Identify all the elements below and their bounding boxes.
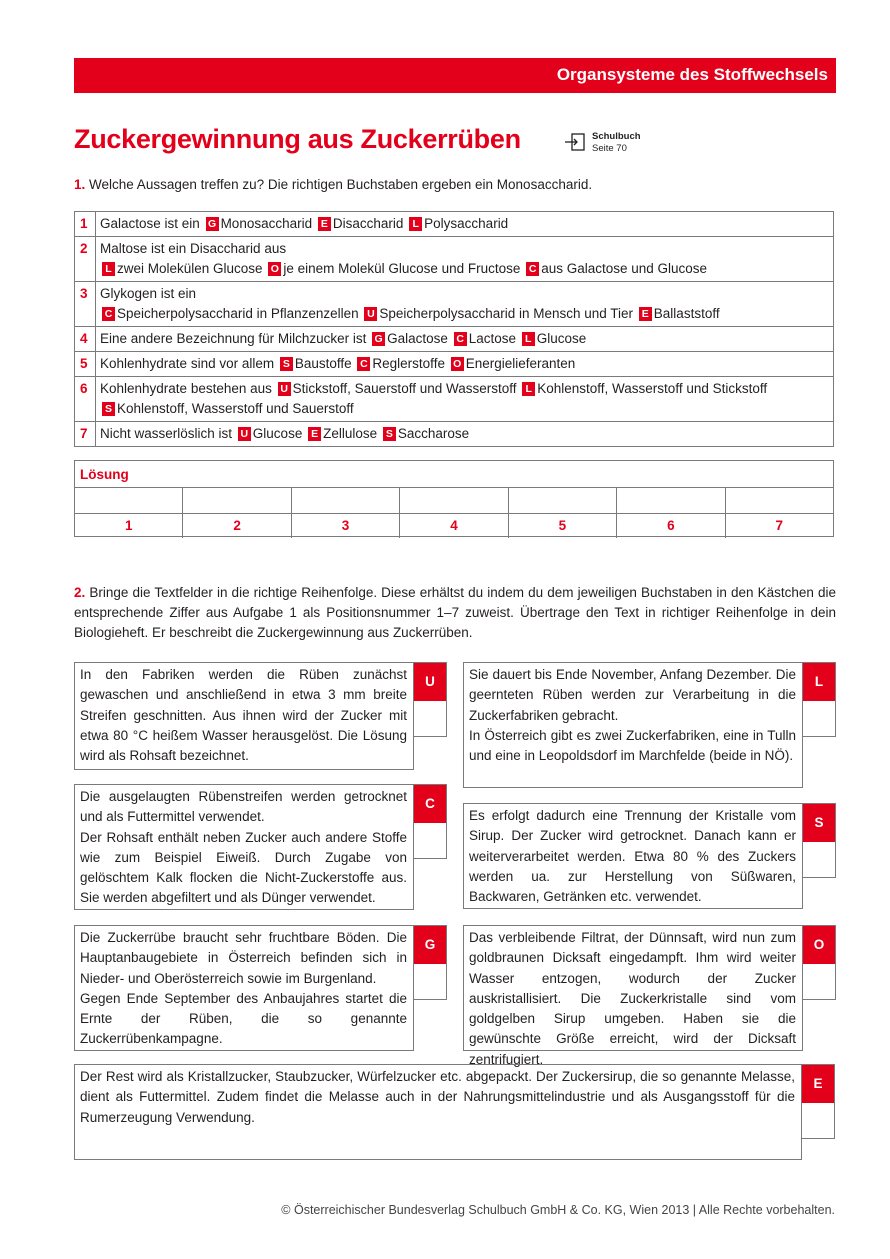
letter-e-label: E: [802, 1065, 834, 1103]
solution-divider: [617, 513, 724, 514]
statement-number: 7: [75, 422, 96, 447]
answer-letter-badge: L: [102, 262, 115, 276]
option-text: Kohlenhydrate sind vor allem: [100, 356, 278, 371]
answer-letter-badge: L: [522, 382, 535, 396]
solution-divider: [400, 513, 507, 514]
option-text: Zellulose: [323, 426, 381, 441]
solution-cell[interactable]: [509, 488, 617, 538]
option-text: Ballaststoff: [653, 306, 720, 321]
text-box-u-content: In den Fabriken werden die Rüben zunächst gewaschen und anschließend in etwa 3 mm breite Streifen geschnitten. Aus ihnen wird der Zucker mit etwa 80 °C heißem Wasser herausgelöst. Die Lösung wird als Rohsaft bezeichnet.: [80, 667, 407, 764]
statement-text: [96, 327, 834, 352]
answer-letter-badge: L: [522, 332, 535, 346]
option-text: Galactose ist ein: [100, 216, 204, 231]
text-box-o: [463, 925, 803, 1067]
statement-text: [96, 237, 834, 282]
option-text: Disaccharid: [332, 216, 408, 231]
statement-line: [100, 214, 829, 234]
text-box-l: [463, 662, 803, 788]
solution-divider: [726, 513, 833, 514]
statement-row: [75, 352, 834, 377]
statement-line: [100, 379, 829, 399]
option-text: Speicherpolysaccharid in Pflanzenzellen: [117, 306, 363, 321]
text-box-c: [74, 784, 414, 910]
task-1-text: Welche Aussagen treffen zu? Die richtigen Buchstaben ergeben ein Monosaccharid.: [89, 177, 593, 192]
solution-cell[interactable]: [400, 488, 508, 538]
option-text: Nicht wasserlöslich ist: [100, 426, 236, 441]
statement-line: [100, 329, 829, 349]
letter-tag-g: [413, 925, 447, 1000]
statement-text: [96, 212, 834, 237]
answer-letter-badge: S: [102, 402, 115, 416]
answer-letter-badge: C: [357, 357, 370, 371]
text-box-u: [74, 662, 414, 770]
option-text: Lactose: [468, 331, 520, 346]
task-1-instruction: [74, 175, 592, 195]
letter-c-label: C: [414, 785, 446, 823]
letter-s-label: S: [803, 804, 835, 842]
answer-letter-badge: U: [364, 307, 377, 321]
option-text: Glucose: [252, 426, 307, 441]
option-text: Galactose: [387, 331, 452, 346]
text-box-g-content: Die Zuckerrübe braucht sehr fruchtbare Böden. Die Hauptanbaugebiete in Österreich befinden sich in Nieder- und Oberösterreich sowie im Burgenland. Gegen Ende September des Anbaujahres startet die Ernte der Rüben, die so genannte Zuckerrübenkampagne.: [80, 930, 407, 1047]
solution-position-number: 2: [233, 518, 241, 533]
option-text: Glykogen ist ein: [100, 286, 197, 301]
text-box-e: [74, 1064, 802, 1160]
letter-g-answer-box[interactable]: [414, 964, 446, 999]
statement-line: [100, 284, 829, 304]
letter-tag-s: [802, 803, 836, 878]
solution-grid: [74, 460, 834, 537]
option-text: Kohlenstoff, Wasserstoff und Stickstoff: [537, 381, 768, 396]
letter-tag-e: [801, 1064, 835, 1139]
statement-number: 5: [75, 352, 96, 377]
answer-letter-badge: G: [372, 332, 385, 346]
schoolbook-label: Schulbuch: [592, 131, 641, 142]
answer-letter-badge: E: [639, 307, 652, 321]
letter-u-label: U: [414, 663, 446, 701]
option-text: Kohlenhydrate bestehen aus: [100, 381, 276, 396]
answer-letter-badge: U: [278, 382, 291, 396]
solution-divider: [509, 513, 616, 514]
book-link-icon: [564, 132, 588, 152]
statement-number: 2: [75, 237, 96, 282]
answer-letter-badge: O: [268, 262, 281, 276]
text-box-s: [463, 803, 803, 909]
option-text: Stickstoff, Sauerstoff und Wasserstoff: [292, 381, 521, 396]
statement-row: [75, 422, 834, 447]
letter-u-answer-box[interactable]: [414, 701, 446, 736]
option-text: Kohlenstoff, Wasserstoff und Sauerstoff: [117, 401, 354, 416]
letter-l-answer-box[interactable]: [803, 701, 835, 736]
answer-letter-badge: C: [454, 332, 467, 346]
answer-letter-badge: C: [526, 262, 539, 276]
answer-letter-badge: C: [102, 307, 115, 321]
statement-text: [96, 377, 834, 422]
statement-number: 4: [75, 327, 96, 352]
statement-line: [100, 304, 829, 324]
letter-tag-o: [802, 925, 836, 1000]
text-box-e-content: Der Rest wird als Kristallzucker, Staubzucker, Würfelzucker etc. abgepackt. Der Zuckersirup, die so genannte Melasse, dient als Futtermittel. Zudem findet die Melasse auch in der Nahrungsmittelindustrie und als Ausgangsstoff für die Rumerzeugung Verwendung.: [80, 1069, 795, 1125]
letter-e-answer-box[interactable]: [802, 1103, 834, 1138]
statement-line: [100, 259, 829, 279]
solution-position-number: 6: [667, 518, 675, 533]
statement-number: 3: [75, 282, 96, 327]
solution-divider: [75, 513, 182, 514]
answer-letter-badge: U: [238, 427, 251, 441]
letter-s-answer-box[interactable]: [803, 842, 835, 877]
option-text: Baustoffe: [294, 356, 356, 371]
letter-c-answer-box[interactable]: [414, 823, 446, 858]
solution-position-number: 5: [558, 518, 567, 533]
task-2-text: Bringe die Textfelder in die richtige Reihenfolge. Diese erhältst du indem du dem jeweiligen Buchstaben in den Kästchen die entsprechende Ziffer aus Aufgabe 1 als Positionsnummer 1–7 zuweist. Übertrage den Text in richtiger Reihenfolge in dein Biologieheft. Er beschreibt die Zuckergewinnung aus Zuckerrüben.: [74, 585, 836, 640]
schoolbook-reference: [592, 131, 641, 155]
letter-tag-c: [413, 784, 447, 859]
statement-table: [74, 211, 834, 447]
solution-position-number: 4: [450, 518, 458, 533]
letter-tag-u: [413, 662, 447, 737]
schoolbook-page: Seite 70: [592, 143, 627, 154]
letter-g-label: G: [414, 926, 446, 964]
option-text: Glucose: [536, 331, 587, 346]
solution-divider: [183, 513, 290, 514]
statement-line: [100, 354, 829, 374]
statement-row: [75, 282, 834, 327]
statement-line: [100, 424, 829, 444]
statement-number: 6: [75, 377, 96, 422]
solution-position-number: 7: [775, 518, 783, 533]
letter-o-label: O: [803, 926, 835, 964]
text-box-l-content: Sie dauert bis Ende November, Anfang Dezember. Die geernteten Rüben werden zur Verarbeitung in die Zuckerfabriken gebracht. In Österreich gibt es zwei Zuckerfabriken, eine in Tulln und eine in Leopoldsdorf im Marchfelde (beide in NÖ).: [469, 667, 796, 764]
letter-o-answer-box[interactable]: [803, 964, 835, 999]
solution-divider: [292, 513, 399, 514]
task-2-instruction: [74, 583, 836, 643]
section-header-bar: [74, 58, 836, 93]
text-box-o-content: Das verbleibende Filtrat, der Dünnsaft, wird nun zum goldbraunen Dicksaft eingedampft. Ihm wird weiter Wasser entzogen, wodurch der Zucker auskristallisiert. Die Zuckerkristalle sind vom goldgelben Sirup umgeben. Haben sie die gewünschte Größe erreicht, wird der Dicksaft zentrifugiert.: [469, 930, 796, 1067]
letter-l-label: L: [803, 663, 835, 701]
option-text: Speicherpolysaccharid in Mensch und Tier: [379, 306, 637, 321]
statement-text: [96, 422, 834, 447]
statement-row: [75, 377, 834, 422]
statement-row: [75, 237, 834, 282]
answer-letter-badge: S: [383, 427, 396, 441]
option-text: je einem Molekül Glucose und Fructose: [283, 261, 525, 276]
answer-letter-badge: S: [280, 357, 293, 371]
solution-cell[interactable]: [617, 488, 725, 538]
task-1-number: 1.: [74, 177, 86, 192]
option-text: aus Galactose und Glucose: [541, 261, 708, 276]
solution-label: Lösung: [80, 467, 129, 482]
answer-letter-badge: L: [409, 217, 422, 231]
statement-row: [75, 212, 834, 237]
page-title: Zuckergewinnung aus Zuckerrüben: [74, 124, 521, 154]
solution-cell[interactable]: [292, 488, 400, 538]
option-text: Saccharose: [397, 426, 470, 441]
answer-letter-badge: E: [318, 217, 331, 231]
letter-tag-l: [802, 662, 836, 737]
statement-line: [100, 399, 829, 419]
text-box-s-content: Es erfolgt dadurch eine Trennung der Kristalle vom Sirup. Der Zucker wird getrocknet. Danach kann er weiterverarbeitet werden. Etwa 80 % des Zuckers werden ua. zur Herstellung von Süßwaren, Backwaren, Getränken etc. verwendet.: [469, 808, 796, 905]
option-text: zwei Molekülen Glucose: [117, 261, 267, 276]
statement-text: [96, 282, 834, 327]
solution-cell[interactable]: [726, 488, 833, 538]
statement-text: [96, 352, 834, 377]
answer-letter-badge: G: [206, 217, 219, 231]
solution-position-number: 1: [124, 518, 133, 533]
task-2-number: 2.: [74, 585, 86, 600]
statement-line: [100, 239, 829, 259]
solution-position-number: 3: [341, 518, 350, 533]
option-text: Eine andere Bezeichnung für Milchzucker ist: [100, 331, 371, 346]
statement-row: [75, 327, 834, 352]
option-text: Monosaccharid: [220, 216, 316, 231]
option-text: Polysaccharid: [424, 216, 509, 231]
text-box-c-content: Die ausgelaugten Rübenstreifen werden getrocknet und als Futtermittel verwendet. Der Rohsaft enthält neben Zucker auch andere Stoffe wie zum Beispiel Eiweiß. Durch Zugabe von gelöschtem Kalk flocken die Nicht-Zuckerstoffe aus. Sie werden abgefiltert und als Dünger verwendet.: [80, 789, 407, 906]
option-text: Energielieferanten: [465, 356, 576, 371]
solution-cell[interactable]: [75, 488, 183, 538]
text-box-g: [74, 925, 414, 1051]
answer-letter-badge: O: [451, 357, 464, 371]
section-title: Organsysteme des Stoffwechsels: [556, 65, 828, 84]
copyright-footer: © Österreichischer Bundesverlag Schulbuch GmbH & Co. KG, Wien 2013 | Alle Rechte vorbehalten.: [281, 1203, 835, 1217]
statement-number: 1: [75, 212, 96, 237]
option-text: Reglerstoffe: [372, 356, 449, 371]
solution-cell[interactable]: [183, 488, 291, 538]
answer-letter-badge: E: [308, 427, 321, 441]
option-text: Maltose ist ein Disaccharid aus: [100, 241, 287, 256]
